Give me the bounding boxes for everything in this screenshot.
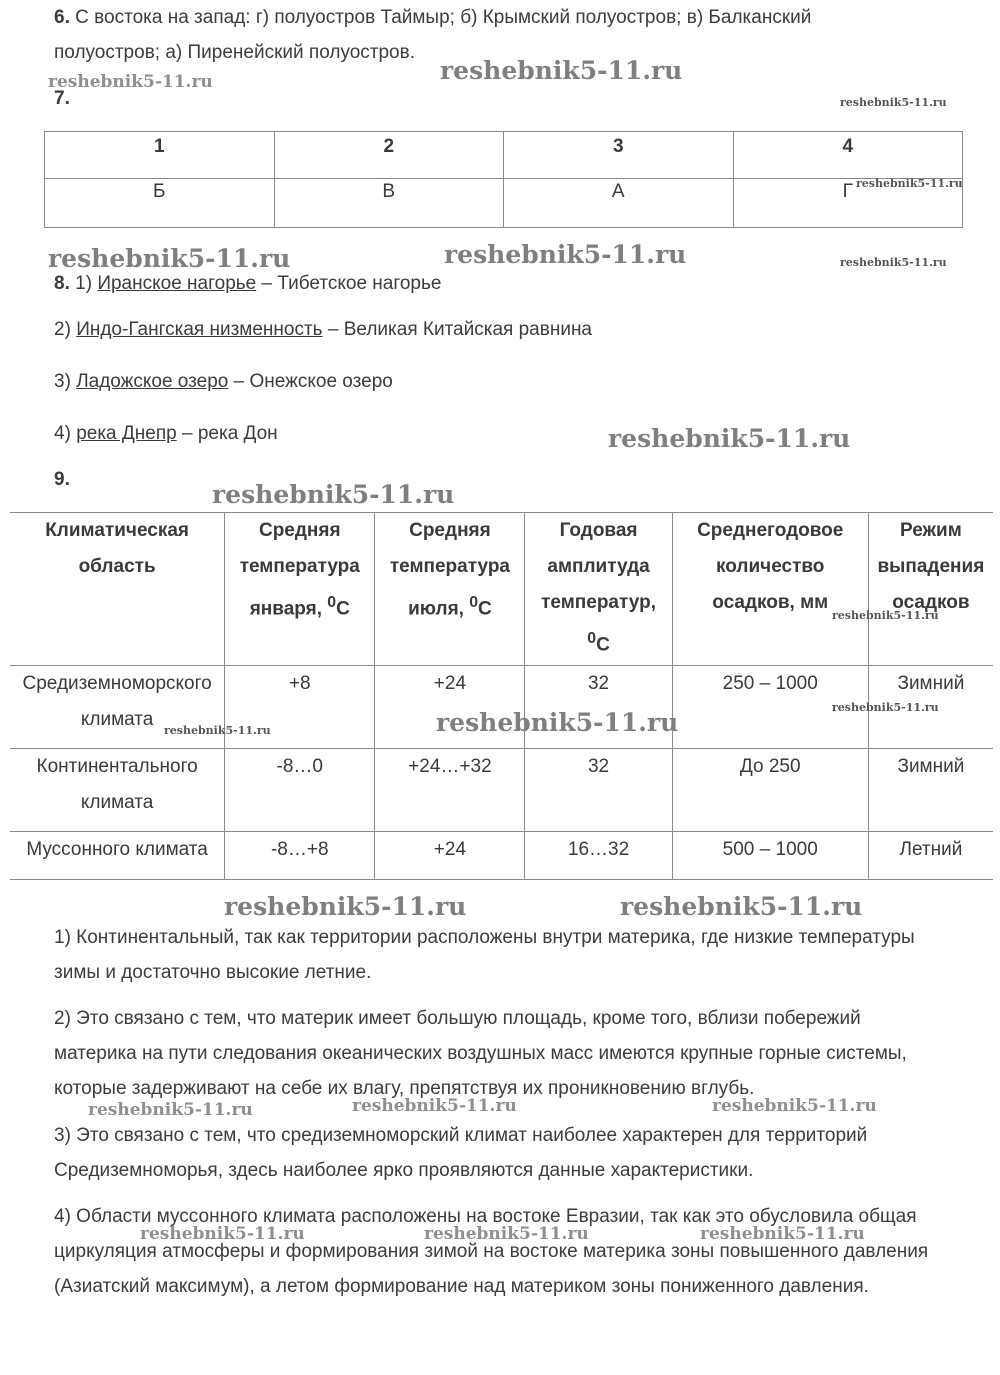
- cell-jan: -8…+8: [225, 832, 375, 880]
- watermark: reshebnik5-11.ru: [212, 480, 455, 509]
- header-jan-label: Средняя температура января,: [239, 520, 360, 620]
- table-cell: В: [274, 179, 504, 228]
- cell-jul: +24: [375, 666, 525, 749]
- watermark: reshebnik5-11.ru: [352, 1096, 517, 1116]
- table-header-cell: 3: [504, 132, 734, 179]
- watermark: reshebnik5-11.ru: [224, 892, 467, 921]
- cell-jul: +24…+32: [375, 749, 525, 832]
- table-row: [45, 179, 963, 228]
- cell-prec: До 250: [672, 749, 868, 832]
- table-header-row: [10, 513, 993, 666]
- degree-sup: 0: [469, 594, 479, 611]
- question-7-table: [44, 131, 963, 228]
- item-term-b: Онежское озеро: [249, 371, 393, 392]
- item-separator: –: [327, 319, 339, 340]
- header-precip-mode: Режим выпадения осадков: [868, 513, 993, 666]
- answer-4: 4) Области муссонного климата расположены на востоке Евразии, так как это обусловила общая циркуляция атмосферы и формирования зимой на востоке материка зоны повышенного давления (Азиатский максимум), а летом формирование над материком зоны пониженного давления.: [54, 1206, 929, 1297]
- watermark: reshebnik5-11.ru: [440, 56, 683, 85]
- cell-mode: Летний: [868, 832, 993, 880]
- item-number: 3): [54, 371, 71, 392]
- question-9-table: [10, 512, 993, 880]
- watermark: reshebnik5-11.ru: [700, 1224, 865, 1244]
- watermark: reshebnik5-11.ru: [48, 72, 213, 92]
- watermark: reshebnik5-11.ru: [436, 708, 679, 737]
- header-amplitude-label: Годовая амплитуда температур,: [541, 520, 656, 613]
- table-cell: Г: [733, 179, 963, 228]
- cell-jan: -8…0: [225, 749, 375, 832]
- item-term-a: Ладожское озеро: [76, 371, 229, 392]
- watermark: reshebnik5-11.ru: [608, 424, 851, 453]
- question-6-line2: полуостров; а) Пиренейский полуостров.: [54, 42, 415, 63]
- cell-jan: +8: [225, 666, 375, 749]
- watermark: reshebnik5-11.ru: [164, 724, 271, 737]
- item-number: 4): [54, 423, 71, 444]
- watermark: reshebnik5-11.ru: [424, 1224, 589, 1244]
- question-6-number: 6.: [54, 7, 70, 28]
- cell-area: Муссонного климата: [26, 839, 208, 860]
- item-term-b: Великая Китайская равнина: [343, 319, 592, 340]
- question-8-item-2: [54, 312, 954, 347]
- header-jan-temp: [225, 513, 375, 666]
- table-row: [45, 132, 963, 179]
- table-header-cell: 4: [733, 132, 963, 179]
- table-cell: А: [504, 179, 734, 228]
- cell-prec: 500 – 1000: [672, 832, 868, 880]
- question-7-number: 7.: [54, 88, 70, 109]
- header-jul-label: Средняя температура июля,: [389, 520, 510, 620]
- item-term-a: река Днепр: [76, 423, 177, 444]
- header-amplitude: [525, 513, 672, 666]
- answer-1: 1) Континентальный, так как территории расположены внутри материка, где низкие температуры зимы и достаточно высокие летние.: [54, 927, 915, 983]
- cell-amp: 32: [525, 749, 672, 832]
- watermark: reshebnik5-11.ru: [856, 177, 963, 190]
- header-jul-temp: [375, 513, 525, 666]
- item-separator: –: [181, 423, 193, 444]
- question-9-number: 9.: [54, 469, 70, 490]
- cell-mode: Зимний: [868, 666, 993, 749]
- question-6-line1: С востока на запад: г) полуостров Таймыр; б) Крымский полуостров; в) Балканский: [75, 7, 812, 28]
- watermark: reshebnik5-11.ru: [140, 1224, 305, 1244]
- watermark: reshebnik5-11.ru: [620, 892, 863, 921]
- cell-amp: 32: [525, 666, 672, 749]
- watermark: reshebnik5-11.ru: [840, 96, 947, 109]
- cell-area: Средиземноморского климата: [22, 673, 212, 730]
- degree-unit: C: [336, 598, 350, 620]
- cell-amp: 16…32: [525, 832, 672, 880]
- degree-sup: 0: [327, 594, 337, 611]
- degree-unit: C: [596, 634, 610, 656]
- header-precipitation: Среднегодовое количество осадков, мм: [672, 513, 868, 666]
- answer-3: 3) Это связано с тем, что средиземноморский климат наиболее характерен для территорий Средиземноморья, здесь наиболее ярко проявляются данные характеристики.: [54, 1125, 868, 1181]
- table-row: [10, 749, 993, 832]
- watermark: reshebnik5-11.ru: [88, 1100, 253, 1120]
- watermark: reshebnik5-11.ru: [832, 701, 939, 714]
- watermark: reshebnik5-11.ru: [444, 240, 687, 269]
- degree-unit: C: [478, 598, 492, 620]
- watermark: reshebnik5-11.ru: [840, 256, 947, 269]
- question-8-item-3: [54, 364, 954, 399]
- item-number: 1): [75, 273, 93, 294]
- cell-prec: 250 – 1000: [672, 666, 868, 749]
- item-term-b: Тибетское нагорье: [277, 273, 442, 294]
- degree-sup: 0: [587, 630, 597, 647]
- watermark: reshebnik5-11.ru: [832, 609, 939, 622]
- watermark: reshebnik5-11.ru: [712, 1096, 877, 1116]
- table-row: [10, 832, 993, 880]
- item-term-b: река Дон: [197, 423, 278, 444]
- table-header-cell: 1: [45, 132, 275, 179]
- table-cell: Б: [45, 179, 275, 228]
- item-term-a: Иранское нагорье: [97, 273, 257, 294]
- item-separator: –: [233, 371, 245, 392]
- question-8-number: 8.: [54, 273, 70, 294]
- cell-mode: Зимний: [868, 749, 993, 832]
- header-climate-area: Климатическая область: [45, 520, 189, 577]
- item-number: 2): [54, 319, 71, 340]
- table-header-cell: 2: [274, 132, 504, 179]
- cell-jul: +24: [375, 832, 525, 880]
- watermark: reshebnik5-11.ru: [48, 244, 291, 273]
- answer-2: 2) Это связано с тем, что материк имеет большую площадь, кроме того, вблизи побережий материка на пути следования океанических воздушных масс имеются крупные горные системы, которые задерживают на себе их влагу, препятствуя их проникновению вглубь.: [54, 1008, 907, 1099]
- cell-area: Континентального климата: [36, 756, 198, 813]
- item-term-a: Индо-Гангская низменность: [76, 319, 323, 340]
- item-separator: –: [261, 273, 273, 294]
